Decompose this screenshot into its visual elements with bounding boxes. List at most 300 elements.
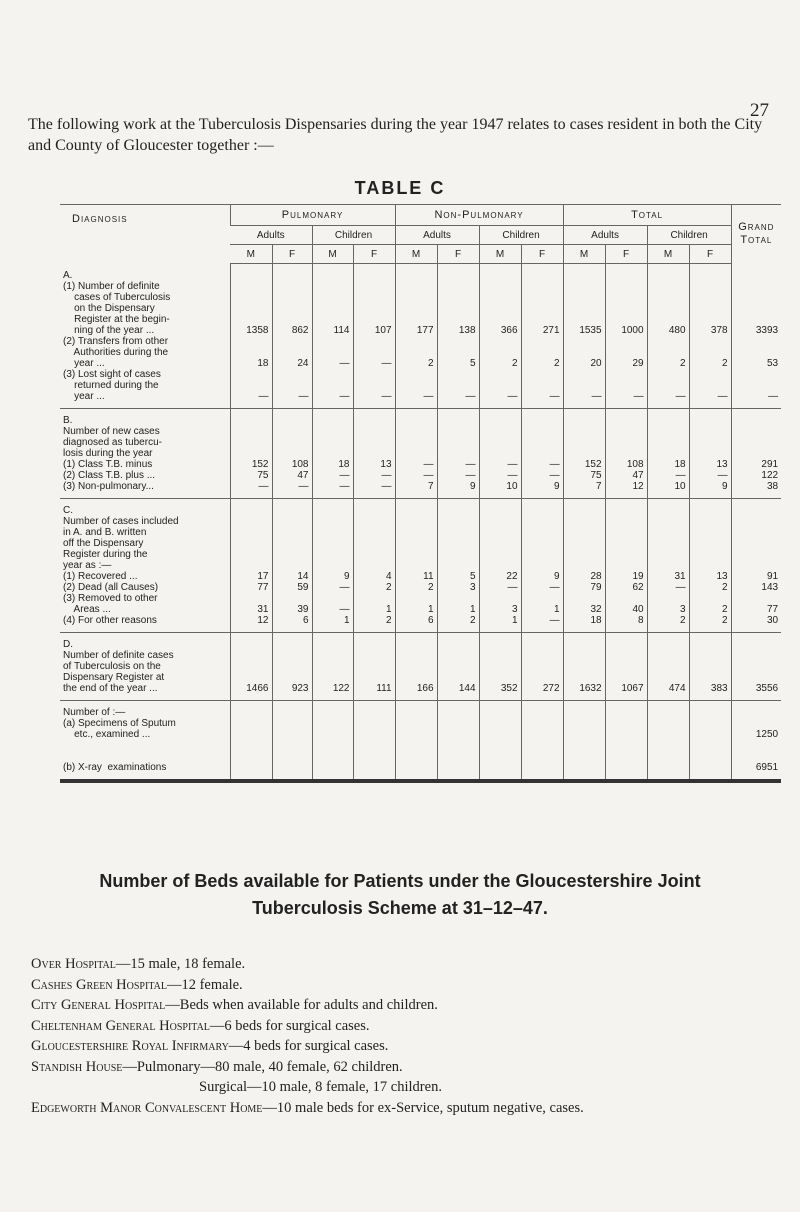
cell-value xyxy=(651,281,686,292)
cell-value: 862 xyxy=(291,325,309,336)
cell-value xyxy=(693,426,728,437)
cell-value xyxy=(525,650,560,661)
cell-value: 12 xyxy=(257,615,269,626)
data-cell xyxy=(647,633,689,701)
cell-value xyxy=(567,560,602,571)
cell-value xyxy=(651,549,686,560)
cell-value xyxy=(276,751,309,762)
cell-value xyxy=(399,426,434,437)
cell-value xyxy=(399,314,434,325)
cell-value xyxy=(651,516,686,527)
cell-value: 20 xyxy=(590,358,602,369)
cell-value xyxy=(441,639,476,650)
cell-value xyxy=(651,505,686,516)
header-f: F xyxy=(689,245,731,264)
bed-entry xyxy=(31,1077,791,1098)
data-cell xyxy=(353,264,395,409)
cell-value xyxy=(651,270,686,281)
cell-value xyxy=(567,549,602,560)
cell-value xyxy=(567,437,602,448)
data-cell xyxy=(272,701,312,782)
cell-value xyxy=(357,650,392,661)
cell-value: 7 xyxy=(427,481,434,492)
cell-value xyxy=(651,661,686,672)
cell-value xyxy=(483,292,518,303)
cell-value: — xyxy=(465,470,476,481)
cell-value: — xyxy=(381,470,392,481)
cell-value xyxy=(357,560,392,571)
cell-value xyxy=(399,336,434,347)
cell-value xyxy=(316,661,350,672)
cell-value xyxy=(483,336,518,347)
cell-value xyxy=(483,448,518,459)
data-cell xyxy=(437,264,479,409)
cell-value xyxy=(735,336,779,347)
label-line: the end of the year ... xyxy=(63,683,158,694)
cell-value: 143 xyxy=(761,582,779,593)
cell-value xyxy=(483,380,518,391)
cell-value xyxy=(316,437,350,448)
cell-value xyxy=(234,369,269,380)
cell-value xyxy=(316,707,350,718)
data-cell xyxy=(731,701,781,782)
cell-value: 1 xyxy=(343,615,350,626)
cell-value xyxy=(441,281,476,292)
cell-value xyxy=(609,336,644,347)
data-cell xyxy=(647,264,689,409)
cell-value: — xyxy=(423,459,434,470)
cell-value xyxy=(567,426,602,437)
data-cell xyxy=(605,633,647,701)
cell-value: 30 xyxy=(766,615,779,626)
cell-value: 29 xyxy=(632,358,644,369)
data-cell xyxy=(731,264,781,409)
header-children: Children xyxy=(479,226,563,245)
cell-value: 10 xyxy=(506,481,518,492)
cell-value xyxy=(276,380,309,391)
header-grand-line2: Total xyxy=(740,234,773,247)
cell-value xyxy=(399,751,434,762)
cell-value xyxy=(651,437,686,448)
cell-value xyxy=(525,347,560,358)
cell-value xyxy=(441,593,476,604)
cell-value xyxy=(735,593,779,604)
cell-value: 352 xyxy=(500,683,518,694)
cell-value xyxy=(693,740,728,751)
cell-value xyxy=(316,639,350,650)
cell-value: — xyxy=(675,470,686,481)
cell-value xyxy=(651,292,686,303)
cell-value xyxy=(567,762,602,773)
cell-value xyxy=(651,707,686,718)
cell-value xyxy=(735,718,779,729)
cell-value xyxy=(316,303,350,314)
cell-value xyxy=(483,270,518,281)
header-m: M xyxy=(479,245,521,264)
cell-value xyxy=(651,369,686,380)
cell-value xyxy=(693,729,728,740)
cell-value xyxy=(234,415,269,426)
row-label xyxy=(60,499,230,633)
cell-value: 8 xyxy=(638,615,644,626)
cell-value: — xyxy=(768,390,779,402)
cell-value xyxy=(525,538,560,549)
cell-value xyxy=(399,661,434,672)
cell-value xyxy=(693,707,728,718)
cell-value xyxy=(441,303,476,314)
cell-value xyxy=(525,314,560,325)
cell-value xyxy=(483,729,518,740)
header-non-pulmonary: Non-Pulmonary xyxy=(395,205,563,226)
data-cell xyxy=(353,633,395,701)
cell-value xyxy=(234,751,269,762)
cell-value xyxy=(483,505,518,516)
cell-value: 1250 xyxy=(755,729,779,740)
bed-details: —Pulmonary—80 male, 40 female, 62 children. xyxy=(122,1058,403,1075)
cell-value xyxy=(483,560,518,571)
cell-value xyxy=(399,303,434,314)
data-cell xyxy=(521,409,563,499)
cell-value: 9 xyxy=(469,481,476,492)
cell-value xyxy=(316,369,350,380)
cell-value: 107 xyxy=(374,325,392,336)
cell-value xyxy=(276,538,309,549)
cell-value: — xyxy=(675,582,686,593)
cell-value: 91 xyxy=(766,571,779,582)
cell-value xyxy=(483,538,518,549)
cell-value xyxy=(651,347,686,358)
cell-value xyxy=(651,426,686,437)
beds-list xyxy=(31,954,791,1118)
cell-value xyxy=(357,336,392,347)
cell-value: 1535 xyxy=(579,325,602,336)
hospital-name: City General Hospital xyxy=(31,997,166,1013)
beds-heading-line2: Tuberculosis Scheme at 31–12–47. xyxy=(252,898,548,918)
cell-value xyxy=(441,740,476,751)
cell-value xyxy=(651,718,686,729)
cell-value xyxy=(735,516,779,527)
cell-value xyxy=(441,505,476,516)
cell-value xyxy=(693,762,728,773)
cell-value xyxy=(276,707,309,718)
cell-value: 62 xyxy=(632,582,644,593)
bed-details: Surgical—10 male, 8 female, 17 children. xyxy=(199,1079,442,1095)
cell-value: 291 xyxy=(761,459,779,470)
header-diagnosis: Diagnosis xyxy=(72,213,128,225)
label-line: cases of Tuberculosis xyxy=(63,291,171,303)
data-cell xyxy=(731,409,781,499)
cell-value xyxy=(609,270,644,281)
data-cell xyxy=(312,264,353,409)
cell-value xyxy=(357,380,392,391)
cell-value xyxy=(609,672,644,683)
cell-value xyxy=(234,718,269,729)
cell-value xyxy=(609,549,644,560)
cell-value xyxy=(399,560,434,571)
label-line: Areas ... xyxy=(63,604,111,615)
data-cell xyxy=(605,409,647,499)
cell-value: — xyxy=(675,391,686,402)
cell-value xyxy=(483,661,518,672)
cell-value xyxy=(357,505,392,516)
cell-value xyxy=(735,538,779,549)
label-line: on the Dispensary xyxy=(63,302,155,314)
label-line: year ... xyxy=(63,390,105,402)
cell-value xyxy=(276,672,309,683)
cell-value xyxy=(525,369,560,380)
cell-value xyxy=(234,650,269,661)
cell-value: 77 xyxy=(257,582,269,593)
cell-value xyxy=(234,527,269,538)
data-cell xyxy=(395,264,437,409)
cell-value: 152 xyxy=(584,459,602,470)
cell-value xyxy=(483,593,518,604)
cell-value: 47 xyxy=(632,470,644,481)
table-c xyxy=(60,204,781,783)
cell-value xyxy=(525,426,560,437)
cell-value xyxy=(441,672,476,683)
bed-entry xyxy=(31,1057,791,1078)
header-adults: Adults xyxy=(230,226,312,245)
cell-value xyxy=(234,538,269,549)
header-f: F xyxy=(521,245,563,264)
cell-value xyxy=(399,740,434,751)
data-cell xyxy=(353,409,395,499)
cell-value xyxy=(357,740,392,751)
cell-value xyxy=(276,314,309,325)
cell-value: 2 xyxy=(427,582,434,593)
data-cell xyxy=(605,499,647,633)
bed-entry xyxy=(31,1016,791,1037)
cell-value xyxy=(693,347,728,358)
cell-value xyxy=(276,303,309,314)
cell-value xyxy=(483,718,518,729)
header-f: F xyxy=(272,245,312,264)
cell-value xyxy=(357,593,392,604)
cell-value xyxy=(525,661,560,672)
table-row xyxy=(60,264,781,409)
cell-value xyxy=(316,292,350,303)
cell-value xyxy=(693,527,728,538)
cell-value: 39 xyxy=(297,604,309,615)
cell-value xyxy=(567,270,602,281)
bed-details: —10 male beds for ex-Service, sputum negative, cases. xyxy=(262,1099,584,1116)
data-cell xyxy=(479,499,521,633)
cell-value xyxy=(234,292,269,303)
cell-value xyxy=(399,762,434,773)
data-cell xyxy=(605,701,647,782)
cell-value xyxy=(234,426,269,437)
data-cell xyxy=(479,264,521,409)
data-cell xyxy=(605,264,647,409)
cell-value xyxy=(316,380,350,391)
cell-value: 10 xyxy=(674,481,686,492)
label-line: (a) Specimens of Sputum xyxy=(63,718,176,729)
label-line: (3) Removed to other xyxy=(63,593,158,604)
cell-value xyxy=(399,593,434,604)
cell-value xyxy=(483,426,518,437)
cell-value xyxy=(441,549,476,560)
cell-value xyxy=(693,751,728,762)
cell-value xyxy=(567,415,602,426)
cell-value: 1358 xyxy=(246,325,269,336)
cell-value xyxy=(651,336,686,347)
cell-value xyxy=(735,415,779,426)
cell-value xyxy=(441,527,476,538)
cell-value: 53 xyxy=(766,357,779,369)
cell-value xyxy=(567,336,602,347)
cell-value: 28 xyxy=(590,571,602,582)
cell-value xyxy=(693,661,728,672)
cell-value: 59 xyxy=(297,582,309,593)
label-line xyxy=(63,740,227,751)
data-cell xyxy=(312,409,353,499)
cell-value: 2 xyxy=(722,358,728,369)
cell-value xyxy=(735,347,779,358)
cell-value xyxy=(567,292,602,303)
cell-value xyxy=(651,593,686,604)
cell-value: — xyxy=(423,470,434,481)
cell-value xyxy=(525,336,560,347)
cell-value: 1 xyxy=(469,604,476,615)
cell-value xyxy=(441,437,476,448)
cell-value xyxy=(234,661,269,672)
cell-value xyxy=(316,281,350,292)
cell-value xyxy=(483,415,518,426)
data-cell xyxy=(563,701,605,782)
data-cell xyxy=(230,264,272,409)
cell-value xyxy=(483,672,518,683)
bed-details: —Beds when available for adults and children. xyxy=(165,997,438,1013)
cell-value: 2 xyxy=(427,358,434,369)
cell-value xyxy=(234,448,269,459)
header-f: F xyxy=(353,245,395,264)
cell-value: — xyxy=(633,391,644,402)
label-line: (1) Number of definite xyxy=(63,280,160,292)
header-f: F xyxy=(437,245,479,264)
cell-value: 18 xyxy=(257,358,269,369)
data-cell xyxy=(563,633,605,701)
cell-value: — xyxy=(339,358,350,369)
cell-value: 3556 xyxy=(755,683,779,694)
label-line: Number of :— xyxy=(63,707,126,718)
cell-value: 1 xyxy=(385,604,392,615)
cell-value xyxy=(441,369,476,380)
cell-value xyxy=(609,751,644,762)
page-number: 27 xyxy=(750,100,769,121)
beds-heading xyxy=(0,868,800,922)
cell-value: 32 xyxy=(590,604,602,615)
cell-value: 3 xyxy=(680,604,686,615)
cell-value xyxy=(567,303,602,314)
label-line: in A. and B. written xyxy=(63,527,147,538)
cell-value: — xyxy=(549,582,560,593)
cell-value: 2 xyxy=(385,615,392,626)
cell-value xyxy=(483,369,518,380)
cell-value xyxy=(357,314,392,325)
cell-value xyxy=(525,437,560,448)
cell-value xyxy=(357,707,392,718)
cell-value: 923 xyxy=(291,683,309,694)
cell-value xyxy=(525,718,560,729)
cell-value xyxy=(609,369,644,380)
label-line: etc., examined ... xyxy=(63,729,151,740)
data-cell xyxy=(479,633,521,701)
cell-value: 31 xyxy=(674,571,686,582)
cell-value xyxy=(357,527,392,538)
cell-value xyxy=(234,281,269,292)
cell-value: 11 xyxy=(423,571,434,582)
header-m: M xyxy=(312,245,353,264)
data-cell xyxy=(647,499,689,633)
bed-details: —12 female. xyxy=(166,976,243,993)
cell-value xyxy=(525,560,560,571)
label-line: losis during the year xyxy=(63,448,153,459)
cell-value xyxy=(735,426,779,437)
cell-value: 7 xyxy=(596,481,602,492)
cell-value xyxy=(276,593,309,604)
label-line: Dispensary Register at xyxy=(63,672,165,683)
data-cell xyxy=(353,701,395,782)
cell-value xyxy=(609,729,644,740)
hospital-name: Over Hospital xyxy=(31,956,116,972)
label-line: (3) Non-pulmonary... xyxy=(63,481,154,492)
cell-value xyxy=(357,281,392,292)
header-grand-total xyxy=(731,205,781,264)
label-line: (1) Recovered ... xyxy=(63,571,138,582)
cell-value xyxy=(609,560,644,571)
label-line xyxy=(63,751,227,762)
cell-value xyxy=(234,270,269,281)
cell-value xyxy=(399,538,434,549)
cell-value xyxy=(441,426,476,437)
cell-value xyxy=(609,740,644,751)
cell-value xyxy=(483,314,518,325)
cell-value xyxy=(609,347,644,358)
cell-value: 378 xyxy=(710,325,728,336)
cell-value xyxy=(399,707,434,718)
label-line: ning of the year ... xyxy=(63,324,155,336)
cell-value: 2 xyxy=(511,358,518,369)
cell-value xyxy=(525,516,560,527)
cell-value xyxy=(693,448,728,459)
cell-value xyxy=(735,549,779,560)
cell-value: — xyxy=(381,391,392,402)
cell-value: 14 xyxy=(297,571,309,582)
cell-value: 1466 xyxy=(246,683,269,694)
cell-value xyxy=(651,751,686,762)
cell-value: 138 xyxy=(458,325,476,336)
label-line: A. xyxy=(63,269,73,281)
cell-value xyxy=(525,448,560,459)
cell-value xyxy=(441,516,476,527)
header-pulmonary: Pulmonary xyxy=(230,205,395,226)
cell-value xyxy=(357,538,392,549)
label-line: year ... xyxy=(63,357,105,369)
row-label xyxy=(60,633,230,701)
cell-value xyxy=(234,762,269,773)
cell-value: 77 xyxy=(766,604,779,615)
cell-value xyxy=(276,292,309,303)
cell-value xyxy=(693,538,728,549)
cell-value xyxy=(693,560,728,571)
cell-value xyxy=(316,516,350,527)
cell-value: 9 xyxy=(722,481,728,492)
table-row xyxy=(60,701,781,782)
bed-entry xyxy=(31,975,791,996)
cell-value xyxy=(609,718,644,729)
cell-value xyxy=(357,639,392,650)
